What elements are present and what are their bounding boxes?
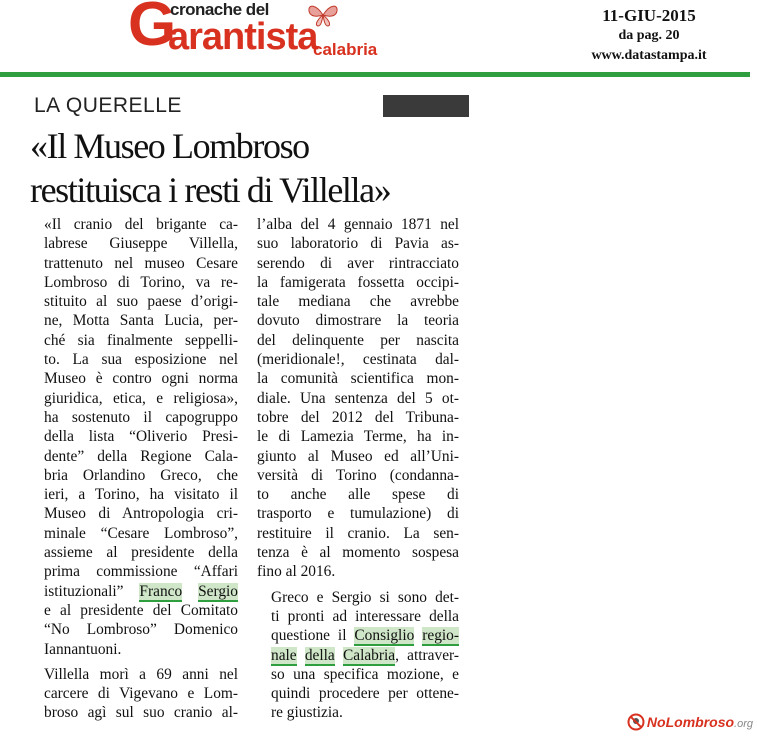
text-line: Greco e Sergio si sono det-: [271, 588, 459, 606]
text-line: labrese Giuseppe Villella,: [44, 235, 238, 253]
nolombroso-watermark: [627, 711, 753, 733]
text-line: del delinquente per nascita: [257, 331, 459, 349]
logo-cronache: cronache del: [170, 0, 269, 19]
logo-initial: G: [128, 0, 175, 59]
highlighted-term: nale: [271, 646, 297, 664]
masthead: [0, 0, 757, 78]
publication-date: 11-GIU-2015: [602, 6, 696, 25]
text-line: prima commissione “Affari: [44, 563, 238, 581]
text-line: serendo di aver rintracciato: [257, 254, 459, 272]
text-fragment: , attraver-: [395, 646, 459, 664]
text-line: ché sia finalmente seppelli-: [44, 331, 238, 349]
text-line: stituito al suo paese d’origi-: [44, 293, 238, 311]
text-line: bria Orlandino Greco, che: [44, 466, 238, 484]
text-line: restituire il cranio. La sen-: [257, 524, 459, 542]
text-line: della lista “Oliverio Presi-: [44, 428, 238, 446]
butterfly-icon: [306, 2, 340, 28]
text-line: trasporto e tumulazione) di: [257, 505, 459, 523]
text-line: [257, 646, 459, 665]
text-line: Museo è contro ogni norma: [44, 370, 238, 388]
headline-line: «Il Museo Lombroso: [30, 126, 309, 166]
text-line: tobre del 2012 del Tribuna-: [257, 408, 459, 426]
text-line: versità di Torino (condanna-: [257, 466, 459, 484]
text-line: Iannantuoni.: [44, 640, 122, 658]
highlighted-term: Consiglio: [354, 627, 415, 645]
text-line: ti pronti ad interessare della: [271, 607, 459, 625]
watermark-text: [647, 714, 753, 730]
text-line: dovuto dimostrare la teoria: [257, 312, 459, 330]
page-reference: da pag. 20: [618, 28, 680, 43]
article-kicker: LA QUERELLE: [34, 94, 182, 117]
no-sign-icon: [627, 713, 645, 731]
text-line: trattenuto nel museo Cesare: [44, 254, 238, 272]
header-divider: [0, 72, 750, 77]
text-line: ha sostenuto il capogruppo: [44, 408, 238, 426]
text-line: tenza è al momento sospesa: [257, 544, 459, 562]
text-fragment: istituzionali”: [44, 582, 124, 600]
article-column-left: [30, 215, 238, 723]
text-line: ne, Motta Santa Lucia, per-: [44, 312, 238, 330]
article-headline: [30, 124, 500, 212]
text-line: Villella morì a 69 anni nel: [44, 665, 238, 683]
paragraph: [30, 215, 238, 659]
text-line: tale mediana che avrebbe: [257, 293, 459, 311]
article-column-right: [257, 215, 459, 723]
text-line: [257, 626, 459, 645]
text-line: «Il cranio del brigante ca-: [44, 216, 238, 233]
text-fragment: questione il: [271, 627, 347, 645]
watermark-tld: .org: [734, 718, 753, 730]
newspaper-logo: [128, 0, 408, 64]
text-line: “No Lombroso” Domenico: [44, 621, 238, 639]
text-line: so una specifica mozione, e: [271, 665, 459, 683]
highlighted-term: Calabria: [342, 646, 396, 664]
text-line: giuridica, etica, e religiosa»,: [44, 389, 238, 407]
text-line: le di Lamezia Terme, ha in-: [257, 428, 459, 446]
text-line: la comunità scientifica mon-: [257, 370, 459, 388]
text-line: ieri, a Torino, ha visitato il: [44, 486, 238, 504]
redacted-block: [383, 95, 469, 117]
logo-region: calabria: [313, 40, 378, 59]
text-line: giunto al Museo ed all’Uni-: [257, 447, 459, 465]
headline-line: restituisca i resti di Villella»: [30, 170, 391, 210]
paragraph: [257, 588, 459, 723]
text-line: suo laboratorio di Pavia as-: [257, 235, 459, 253]
text-line: broso agì sul suo cranio al-: [44, 704, 238, 722]
logo-name: arantista: [168, 16, 318, 58]
text-line: to. La sua esposizione nel: [44, 351, 238, 369]
paragraph: [257, 215, 459, 582]
watermark-name: NoLombroso: [646, 714, 735, 730]
text-line: la famigerata fossetta occipi-: [257, 273, 459, 291]
paragraph: [30, 665, 238, 723]
clipping-info: [569, 5, 729, 66]
text-line: [30, 582, 238, 601]
text-line: quindi procedere per ottene-: [271, 685, 459, 703]
text-line: re giustizia.: [271, 704, 343, 722]
highlighted-name: Sergio: [198, 582, 238, 600]
text-line: minale “Cesare Lombroso”,: [44, 524, 238, 542]
text-line: diale. Una sentenza del 5 ot-: [257, 389, 459, 407]
text-line: e al presidente del Comitato: [44, 601, 238, 619]
source-website: www.datastampa.it: [591, 48, 707, 63]
text-line: Lombroso di Torino, va re-: [44, 273, 238, 291]
text-line: to anche alle spese di: [257, 486, 459, 504]
text-line: carcere di Vigevano e Lom-: [44, 685, 238, 703]
text-line: assieme al presidente della: [44, 544, 238, 562]
text-line: Museo di Antropologia cri-: [44, 505, 238, 523]
highlighted-term: regio-: [422, 627, 459, 645]
text-line: (meridionale!, cestinata dal-: [257, 351, 459, 369]
highlighted-name: Franco: [139, 582, 183, 600]
text-line: fino al 2016.: [257, 563, 336, 581]
text-line: dente” della Regione Cala-: [44, 447, 238, 465]
text-line: l’alba del 4 gennaio 1871 nel: [257, 216, 459, 233]
highlighted-term: della: [304, 646, 335, 664]
